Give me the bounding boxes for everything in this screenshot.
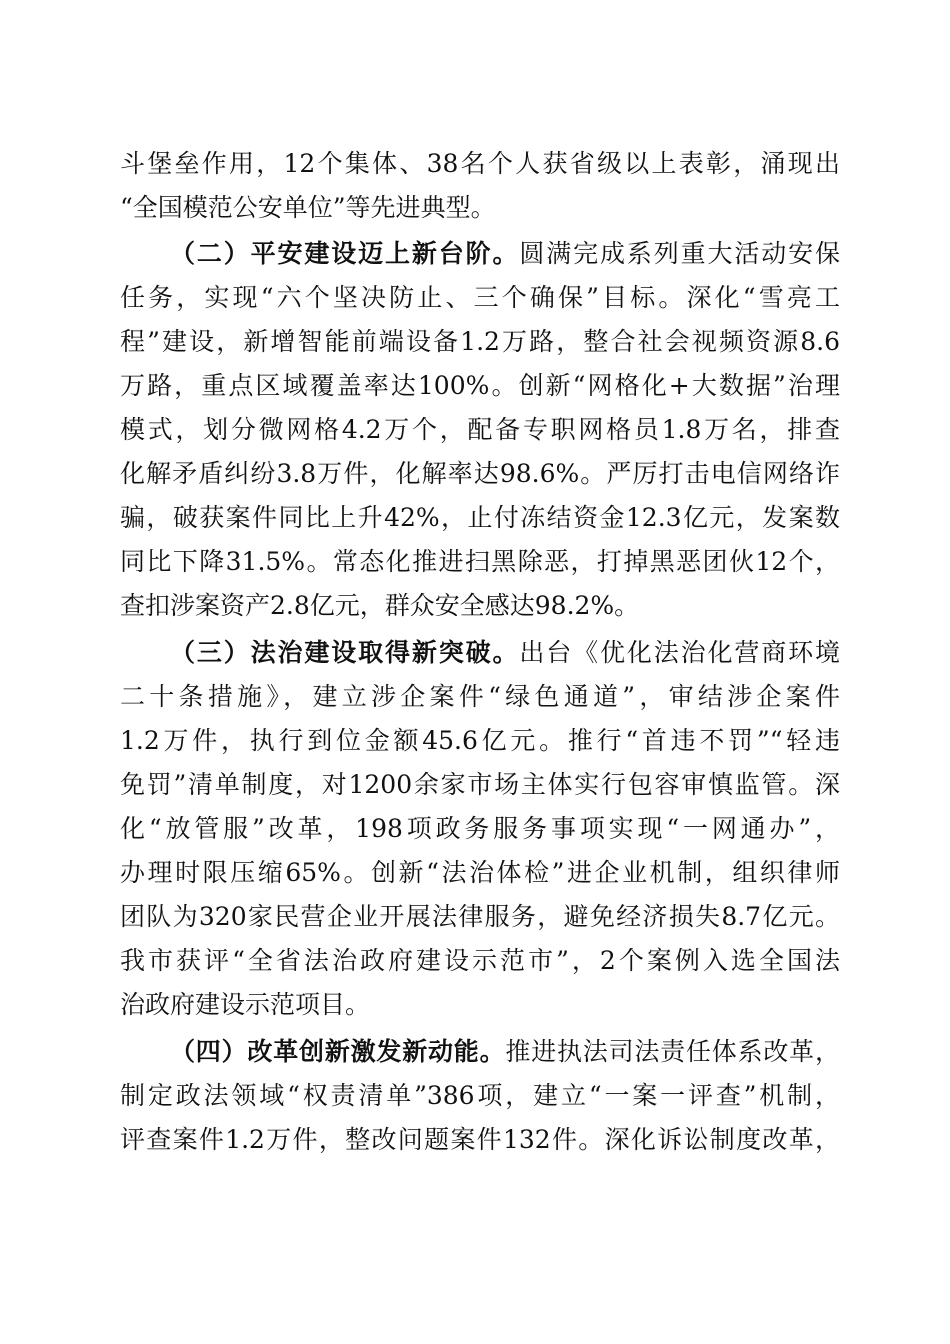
paragraph-first-line	[170, 631, 840, 675]
section-heading: （四）改革创新激发新动能。	[170, 1037, 506, 1066]
paragraph-first-line	[170, 1030, 840, 1074]
text-run: 出台《优化法治化营商环境	[519, 638, 840, 667]
text-line: 化解矛盾纠纷3.8万件，化解率达98.6%。严厉打击电信网络诈	[120, 459, 840, 488]
text-line: 我市获评“全省法治政府建设示范市”，2个案例入选全国法	[120, 946, 840, 975]
text-line: 制定政法领域“权责清单”386项，建立“一案一评查”机制，	[120, 1081, 840, 1110]
text-line: 万路，重点区域覆盖率达100%。创新“网格化+大数据”治理	[120, 371, 840, 400]
section-heading: （二）平安建设迈上新台阶。	[170, 239, 520, 268]
text-line: 办理时限压缩65%。创新“法治体检”进企业机制，组织律师	[120, 858, 840, 887]
text-line: 免罚”清单制度，对1200余家市场主体实行包容审慎监管。深	[120, 770, 840, 799]
text-line: 评查案件1.2万件，整改问题案件132件。深化诉讼制度改革，	[120, 1125, 840, 1154]
text-line: 同比下降31.5%。常态化推进扫黑除恶，打掉黑恶团伙12个，	[120, 547, 840, 576]
text-line: 任务，实现“六个坚决防止、三个确保”目标。深化“雪亮工	[120, 283, 840, 312]
text-line: 模式，划分微网格4.2万个，配备专职网格员1.8万名，排查	[120, 415, 840, 444]
text-line: 团队为320家民营企业开展法律服务，避免经济损失8.7亿元。	[120, 902, 840, 931]
text-line: 1.2万件，执行到位金额45.6亿元。推行“首违不罚”“轻违	[120, 726, 840, 755]
paragraph-first-line	[170, 232, 840, 276]
section-heading: （三）法治建设取得新突破。	[170, 638, 520, 667]
text-run: 推进执法司法责任体系改革，	[505, 1037, 840, 1066]
text-line: 程”建设，新增智能前端设备1.2万路，整合社会视频资源8.6	[120, 327, 840, 356]
text-line: 治政府建设示范项目。	[120, 990, 371, 1019]
text-line: “全国模范公安单位”等先进典型。	[120, 193, 496, 222]
text-line: 斗堡垒作用，12个集体、38名个人获省级以上表彰，涌现出	[120, 149, 840, 178]
text-line: 二十条措施》，建立涉企案件“绿色通道”，审结涉企案件	[120, 682, 840, 711]
text-line: 查扣涉案资产2.8亿元，群众安全感达98.2%。	[120, 591, 640, 620]
text-line: 化“放管服”改革，198项政务服务事项实现“一网通办”，	[120, 814, 840, 843]
text-line: 骗，破获案件同比上升42%，止付冻结资金12.3亿元，发案数	[120, 503, 840, 532]
text-run: 圆满完成系列重大活动安保	[519, 239, 840, 268]
